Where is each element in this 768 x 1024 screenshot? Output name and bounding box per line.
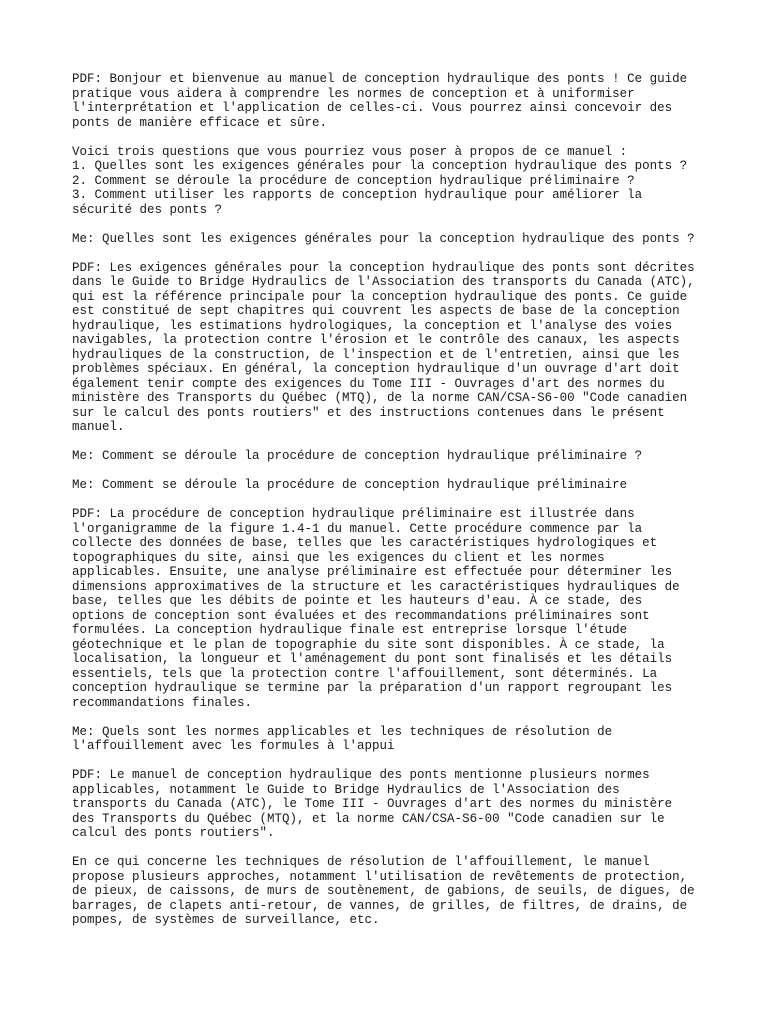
chat-paragraph (72, 449, 712, 464)
text-line: propose plusieurs approches, notamment l'utilisation de revêtements de protection, (72, 869, 688, 884)
text-line: En ce qui concerne les techniques de résolution de l'affouillement, le manuel (72, 855, 650, 869)
text-line: sécurité des ponts ? (72, 202, 223, 217)
text-line: 3. Comment utiliser les rapports de conception hydraulique pour améliorer la (72, 188, 643, 202)
chat-paragraph (72, 261, 712, 435)
text-line: Me: Comment se déroule la procédure de conception hydraulique préliminaire (72, 478, 628, 492)
text-line: applicables, notamment le Guide to Bridge Hydraulics de l'Association des (72, 782, 620, 797)
text-line: l'organigramme de la figure 1.4-1 du manuel. Cette procédure commence par la (72, 521, 643, 536)
chat-paragraph (72, 232, 712, 247)
chat-paragraph (72, 855, 712, 928)
text-line: qui est la référence principale pour la conception hydraulique des ponts. Ce guide (72, 289, 688, 304)
text-line: 2. Comment se déroule la procédure de conception hydraulique préliminaire ? (72, 173, 635, 188)
text-line: Me: Quels sont les normes applicables et les techniques de résolution de (72, 724, 613, 739)
text-line: PDF: Les exigences générales pour la conception hydraulique des ponts sont décrites (72, 260, 695, 275)
text-line: options de conception sont évaluées et des recommandations préliminaires sont (72, 608, 650, 623)
text-line: collecte des données de base, telles que les caractéristiques hydrologiques et (72, 536, 658, 550)
text-line: ministère des Transports du Québec (MTQ), de la norme CAN/CSA-S6-00 "Code canadien (72, 391, 688, 405)
chat-paragraph (72, 72, 712, 130)
text-line: manuel. (72, 420, 125, 434)
text-line: ponts de manière efficace et sûre. (72, 115, 328, 130)
text-line: localisation, la longueur et l'aménagement du pont sont finalisés et les détails (72, 652, 673, 666)
text-line: essentiels, tels que la protection contre l'affouillement, sont déterminés. La (72, 666, 658, 681)
text-line: Me: Quelles sont les exigences générales pour la conception hydraulique des ponts ? (72, 231, 695, 246)
text-line: transports du Canada (ATC), le Tome III - Ouvrages d'art des normes du ministère (72, 797, 673, 811)
text-line: problèmes spéciaux. En général, la conception hydraulique d'un ouvrage d'art doit (72, 362, 680, 376)
text-line: dans le Guide to Bridge Hydraulics de l'Association des transports du Canada (ATC), (72, 275, 695, 289)
text-line: hydrauliques de la construction, de l'inspection et de l'entretien, ainsi que les (72, 347, 680, 362)
text-line: conception hydraulique se termine par la préparation d'un rapport regroupant les (72, 681, 673, 695)
text-line: Voici trois questions que vous pourriez vous poser à propos de ce manuel : (72, 144, 628, 159)
text-line: formulées. La conception hydraulique finale est entreprise lorsque l'étude (72, 623, 628, 637)
document-page (72, 72, 712, 942)
text-line: calcul des ponts routiers". (72, 826, 275, 840)
text-line: base, telles que les débits de pointe et les hauteurs d'eau. À ce stade, des (72, 594, 643, 608)
text-line: pratique vous aidera à comprendre les normes de conception et à uniformiser (72, 86, 635, 101)
text-line: 1. Quelles sont les exigences générales pour la conception hydraulique des ponts ? (72, 159, 688, 173)
text-line: PDF: Le manuel de conception hydraulique des ponts mentionne plusieurs normes (72, 768, 650, 782)
text-line: pompes, de systèmes de surveillance, etc. (72, 913, 380, 927)
chat-paragraph (72, 478, 712, 493)
text-line: est constitué de sept chapitres qui couvrent les aspects de base de la conception (72, 304, 680, 318)
chat-paragraph (72, 768, 712, 841)
text-line: hydraulique, les estimations hydrologiques, la conception et l'analyse des voies (72, 318, 673, 333)
text-line: dimensions approximatives de la structure et les caractéristiques hydrauliques de (72, 579, 680, 594)
text-line: Me: Comment se déroule la procédure de conception hydraulique préliminaire ? (72, 449, 643, 463)
text-line: l'affouillement avec les formules à l'appui (72, 739, 395, 753)
text-line: de pieux, de caissons, de murs de soutènement, de gabions, de seuils, de digues, de (72, 884, 695, 898)
text-line: barrages, de clapets anti-retour, de vannes, de grilles, de filtres, de drains, de (72, 898, 688, 913)
chat-paragraph (72, 507, 712, 710)
text-line: sur le calcul des ponts routiers" et des instructions contenues dans le présent (72, 405, 665, 420)
chat-paragraph (72, 145, 712, 218)
text-line: applicables. Ensuite, une analyse préliminaire est effectuée pour déterminer les (72, 565, 673, 579)
text-line: également tenir compte des exigences du Tome III - Ouvrages d'art des normes du (72, 376, 665, 391)
text-line: PDF: Bonjour et bienvenue au manuel de conception hydraulique des ponts ! Ce guide (72, 72, 688, 86)
text-line: PDF: La procédure de conception hydraulique préliminaire est illustrée dans (72, 507, 635, 521)
text-line: recommandations finales. (72, 695, 253, 710)
text-line: topographiques du site, ainsi que les exigences du client et les normes (72, 550, 605, 565)
chat-paragraph (72, 725, 712, 754)
text-line: l'interprétation et l'application de celles-ci. Vous pourrez ainsi concevoir des (72, 101, 673, 115)
text-line: des Transports du Québec (MTQ), et la norme CAN/CSA-S6-00 "Code canadien sur le (72, 811, 665, 826)
text-line: géotechnique et le plan de topographie du site sont disponibles. À ce stade, la (72, 637, 665, 652)
text-line: navigables, la protection contre l'érosion et le contrôle des canaux, les aspects (72, 333, 680, 347)
